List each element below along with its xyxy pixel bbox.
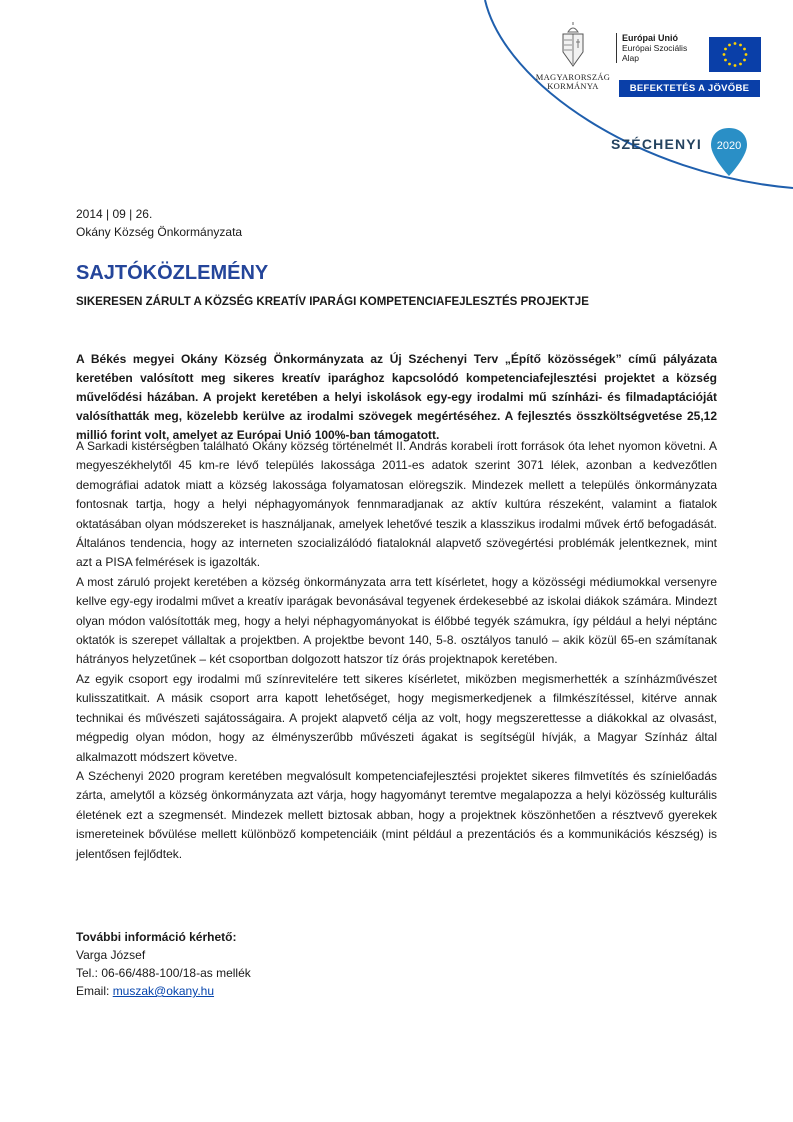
page-title: SAJTÓKÖZLEMÉNY [76, 262, 269, 284]
lead-paragraph: A Békés megyei Okány Község Önkormányzata az Új Széchenyi Terv „Építő közösségek” című pályázata keretében valósított meg sikeres kreatív iparághoz kapcsolódó kompetenciafejlesztési projektet a község művelődési házában. A projekt keretében a helyi iskolások egy-egy irodalmi mű színházi- és filmadaptációját valósíthatták meg, közelebb kerülve az irodalmi szövegek megértéséhez. A fejlesztés összköltségvetése 25,12 millió forint volt, amelyet az Európai Unió 100%-ban támogatott. [76, 352, 717, 442]
header-arc-decoration [0, 0, 793, 200]
body-paragraph: A Széchenyi 2020 program keretében megvalósult kompetenciafejlesztési projektet sikeres filmvetítés és színielőadás zárta, amelytől a község önkormányzata azt várja, hogy hagyományt teremtve megalapozza a helyi közösség kulturális életének ezt a szegmensét. Mindezek mellett biztosak abban, hogy a projektnek köszönhetően a résztvevő gyerekek ismereteinek bővülése mellett különböző kompetenciáik (mint például a prezentációs és a kommunikációs készség) is jelentősen fejlődtek. [76, 768, 717, 861]
document-organization: Okány Község Önkormányzata [76, 225, 243, 239]
hungarian-coat-of-arms-icon [558, 22, 588, 68]
szechenyi-year: 2020 [716, 140, 742, 152]
eu-line2: Európai Szociális [622, 43, 688, 53]
contact-email-label: Email: [76, 984, 113, 998]
szechenyi-pin-icon [707, 126, 751, 178]
document-meta [76, 205, 242, 241]
contact-phone: Tel.: 06-66/488-100/18-as mellék [76, 966, 251, 980]
contact-email-row [76, 982, 251, 1000]
gov-logo-line2: KORMÁNYA [547, 81, 599, 91]
document-date: 2014 | 09 | 26. [76, 207, 153, 221]
contact-block [76, 928, 251, 1000]
eu-line3: Alap [622, 53, 640, 63]
contact-email-link[interactable]: muszak@okany.hu [112, 984, 215, 998]
eu-line1: Európai Unió [622, 33, 678, 43]
page-subtitle: SIKERESEN ZÁRULT A KÖZSÉG KREATÍV IPARÁGI KOMPETENCIAFEJLESZTÉS PROJEKTJE [76, 296, 589, 308]
body-text [76, 437, 717, 864]
eu-banner: BEFEKTETÉS A JÖVŐBE [619, 80, 760, 97]
government-logo [530, 22, 616, 91]
szechenyi-word: SZÉCHENYI [611, 136, 702, 152]
gov-logo-line1: MAGYARORSZÁG [535, 72, 611, 82]
contact-name: Varga József [76, 948, 146, 962]
eu-text [616, 33, 704, 63]
body-paragraph: A Sarkadi kistérségben található Okány község történelmét II. András korabeli írott források óta lehet nyomon követni. A megyeszékhelytől 45 km-re lévő település lakossága 2011-es adatok szerint 3071 lélek, azonban a kedvezőtlen demográfiai adatok miatt a község lakossága folyamatosan elöregszik. Mindezek mellett a település önkormányzata fontosnak tartja, hogy a helyi néphagyományok fennmaradjanak az aktív kultúra részeként, valamint a fiatalok oktatásában olyan módszereket is használjanak, amelyek lehetővé teszik a klasszikus irodalmi művek értő befogadását. Általános tendencia, hogy az interneten szocializálódó fiataloknál alapvető szövegértési problémák jelentkeznek, mint azt a PISA felmérések is igazolták. [76, 439, 717, 570]
eu-flag-icon [709, 37, 761, 72]
body-paragraph: Az egyik csoport egy irodalmi mű színrevitelére tett sikeres kísérletet, miközben megismerhették a színházművészet kulisszatitkait. A másik csoport arra kapott lehetőséget, hogy megismerkedjenek a filmkészítéssel, kitérve annak technikai és művészeti sajátosságaira. A projekt alapvető célja az volt, hogy megszerettesse a diákokkal az olvasást, mégpedig olyan módon, hogy az élményszerűbb művészeti ágakat is segítségül hívják, a Magyar Színház által alkalmazott módszert követve. [76, 671, 717, 764]
body-paragraph: A most záruló projekt keretében a község önkormányzata arra tett kísérletet, hogy a közösségi médiumokkal versenyre kellve egy-egy irodalmi művet a kreatív iparágak bevonásával tegyenek érdekesebbé az iskolai diákok számára. Mindezt olyan módon valósították meg, hogy a helyi néphagyományokat is élőbbé tegyék számukra, így például a helyi néptánc oktatók is szerepet vállaltak a projektben. A projektbe bevont 140, 5-8. osztályos tanuló – akik közül 65-en számítanak hátrányos helyzetűnek – két csoportban dolgozott hatszor tíz órás projektnapok keretében. [76, 574, 717, 667]
contact-heading: További információ kérhető: [76, 930, 237, 944]
